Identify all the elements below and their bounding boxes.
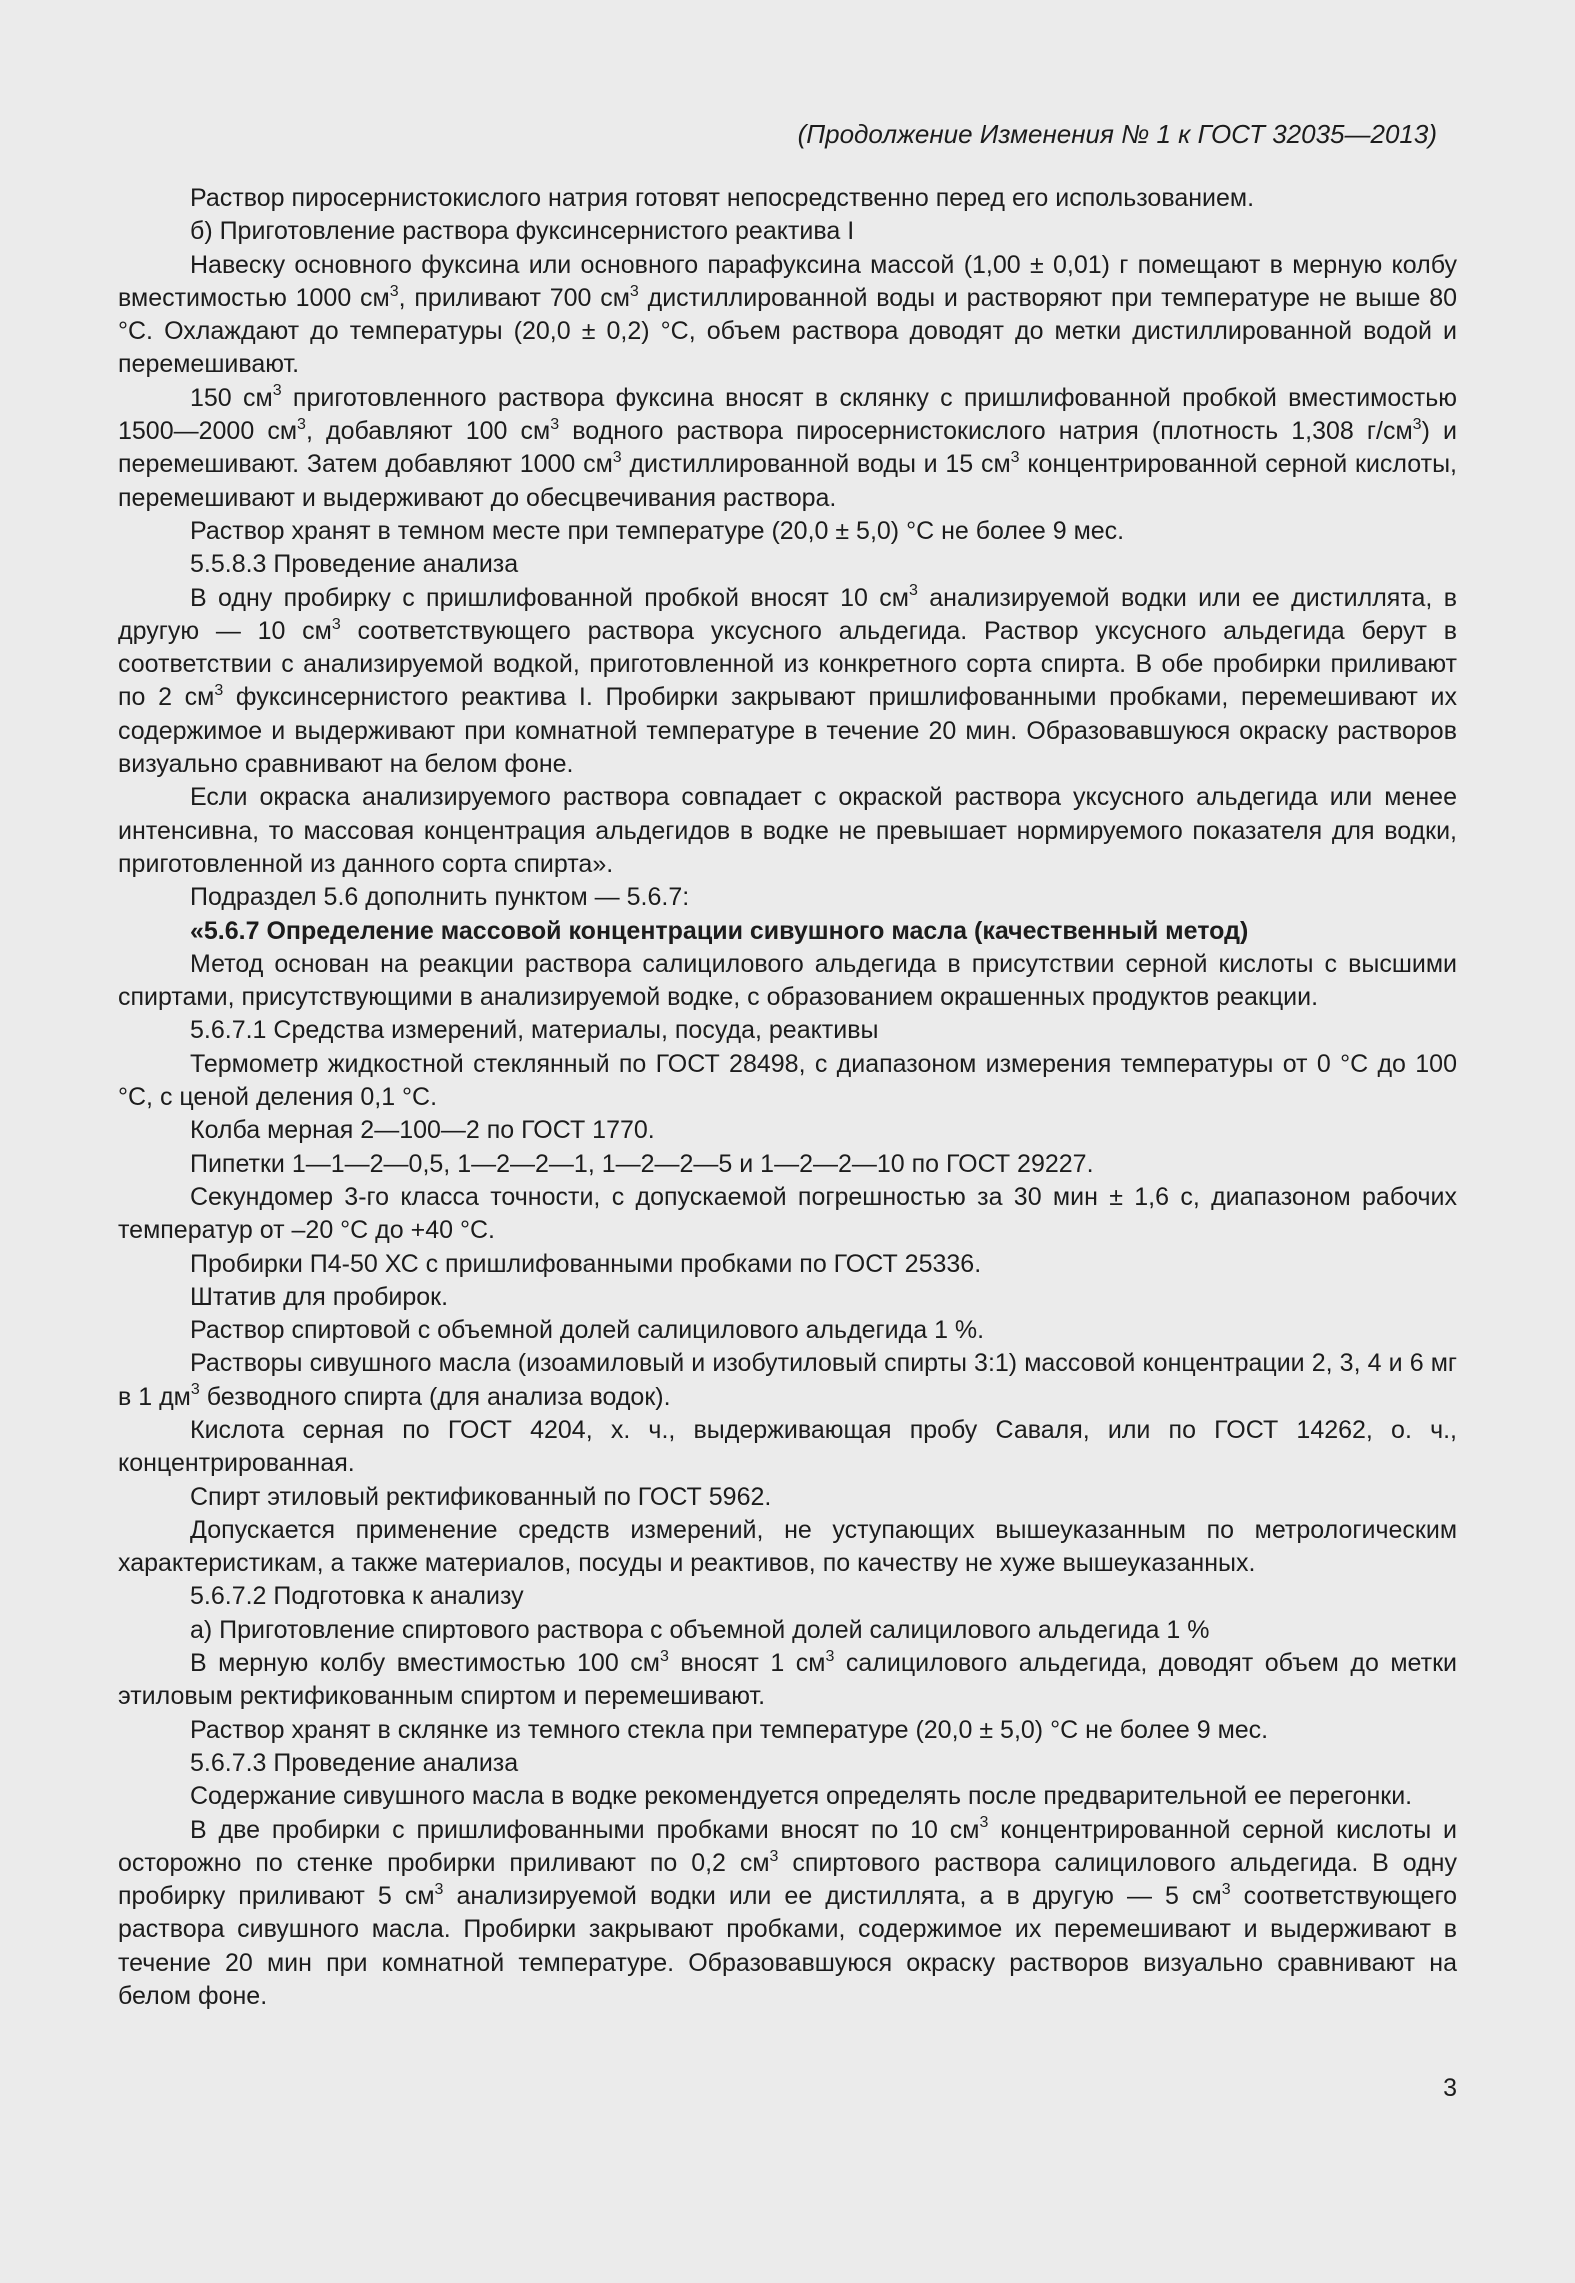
paragraph: Метод основан на реакции раствора салицилового альдегида в присутствии серной кислоты с высшими спиртами, присутствующими в анализируемой водке, с образованием окрашенных продуктов реакции. [118,949,1457,1012]
paragraph: 5.6.7.1 Средства измерений, материалы, посуда, реактивы [190,1016,879,1045]
paragraph: а) Приготовление спиртового раствора с объемной долей салицилового альдегида 1 % [190,1615,1210,1644]
paragraph: Штатив для пробирок. [190,1282,449,1311]
paragraph: Пипетки 1—1—2—0,5, 1—2—2—1, 1—2—2—5 и 1—2—2—10 по ГОСТ 29227. [190,1149,1094,1178]
paragraph: Раствор спиртовой с объемной долей салицилового альдегида 1 %. [190,1316,985,1345]
paragraph: Раствор хранят в склянке из темного стекла при температуре (20,0 ± 5,0) °C не более 9 мес. [190,1715,1269,1744]
paragraph: Подраздел 5.6 дополнить пунктом — 5.6.7: [190,883,690,912]
paragraph: Навеску основного фуксина или основного парафуксина массой (1,00 ± 0,01) г помещают в мерную колбу вместимостью 1000 $см^3$, приливают 700 $см^3$ дистиллированной воды и растворяют при температуре не выше 80 °C. Охлаждают до температуры (20,0 ± 0,2) °C, объем раствора доводят до метки дистиллированной водой и перемешивают. [118,250,1458,379]
paragraph: Допускается применение средств измерений, не уступающих вышеуказанным по метрологическим характеристикам, а также материалов, посуды и реактивов, по качеству не хуже вышеуказанных. [118,1515,1457,1578]
paragraph: Раствор пиросернистокислого натрия готовят непосредственно перед его использованием. [190,184,1255,212]
paragraph: В одну пробирку с пришлифованной пробкой вносят 10 $см^3$ анализируемой водки или ее дистиллята, в другую — 10 $см^3$ соответствующего раствора уксусного альдегида. Раствор уксусного альдегида берут в соответствии с анализируемой водкой, приготовленной из конкретного сорта спирта. В обе пробирки приливают по 2 $см^3$ фуксинсернистого реактива I. Пробирки закрывают пришлифованными пробками, перемешивают их содержимое и выдерживают при комнатной температуре в течение 20 мин. Образовавшуюся окраску растворов визуально сравнивают на белом фоне. [118,582,1457,779]
paragraph: Кислота серная по ГОСТ 4204, х. ч., выдерживающая пробу Саваля, или по ГОСТ 14262, о. ч., концентрированная. [118,1415,1457,1478]
paragraph: 5.6.7.2 Подготовка к анализу [190,1582,524,1611]
section-heading: «5.6.7 Определение массовой концентрации сивушного масла (качественный метод) [190,916,1249,945]
paragraph: Растворы сивушного масла (изоамиловый и изобутиловый спирты 3:1) массовой концентрации 2, 3, 4 и 6 мг в 1 $дм^3$ безводного спирта (для анализа водок). [118,1349,1457,1411]
paragraph: Содержание сивушного масла в водке рекомендуется определять после предварительной ее перегонки. [190,1782,1413,1811]
paragraph: 5.5.8.3 Проведение анализа [190,550,519,579]
running-header: (Продолжение Изменения № 1 к ГОСТ 32035—2013) [797,119,1437,149]
paragraph: В мерную колбу вместимостью 100 $см^3$ вносят 1 $см^3$ салицилового альдегида, доводят объем до метки этиловым ректификованным спиртом и перемешивают. [118,1647,1457,1711]
paragraph: Термометр жидкостной стеклянный по ГОСТ 28498, с диапазоном измерения температуры от 0 °C до 100 °C, с ценой деления 0,1 °C. [118,1049,1457,1112]
paragraph: Спирт этиловый ректификованный по ГОСТ 5962. [190,1482,772,1511]
document-body [118,182,1457,2013]
paragraph: Колба мерная 2—100—2 по ГОСТ 1770. [190,1116,655,1145]
paragraph: Секундомер 3-го класса точности, с допускаемой погрешностью за 30 мин ± 1,6 с, диапазоном рабочих температур от –20 °C до +40 °C. [118,1182,1457,1245]
paragraph: 150 $см^3$ приготовленного раствора фуксина вносят в склянку с пришлифованной пробкой вместимостью 1500—2000 $см^3$, добавляют 100 $см^3$ водного раствора пиросернистокислого натрия (плотность 1,308 $г/см^3$) и перемешивают. Затем добавляют 1000 $см^3$ дистиллированной воды и 15 $см^3$ концентрированной серной кислоты, перемешивают и выдерживают до обесцвечивания раствора. [118,382,1457,512]
paragraph: В две пробирки с пришлифованными пробками вносят по 10 $см^3$ концентрированной серной кислоты и осторожно по стенке пробирки приливают по 0,2 $см^3$ спиртового раствора салицилового альдегида. В одну пробирку приливают 5 $см^3$ анализируемой водки или ее дистиллята, а в другую — 5 $см^3$ соответствующего раствора сивушного масла. Пробирки закрывают пробками, содержимое их перемешивают и выдерживают в течение 20 мин при комнатной температуре. Образовавшуюся окраску растворов визуально сравнивают на белом фоне. [118,1814,1457,2011]
paragraph: Раствор хранят в темном месте при температуре (20,0 ± 5,0) °C не более 9 мес. [190,516,1125,545]
page-number: 3 [1443,2074,1457,2102]
paragraph: б) Приготовление раствора фуксинсернистого реактива I [190,217,855,246]
paragraph: Пробирки П4-50 ХС с пришлифованными пробками по ГОСТ 25336. [190,1249,982,1278]
paragraph: 5.6.7.3 Проведение анализа [190,1748,519,1777]
paragraph: Если окраска анализируемого раствора совпадает с окраской раствора уксусного альдегида или менее интенсивна, то массовая концентрация альдегидов в водке не превышает нормируемого показателя для водки, приготовленной из данного сорта спирта». [118,783,1457,878]
